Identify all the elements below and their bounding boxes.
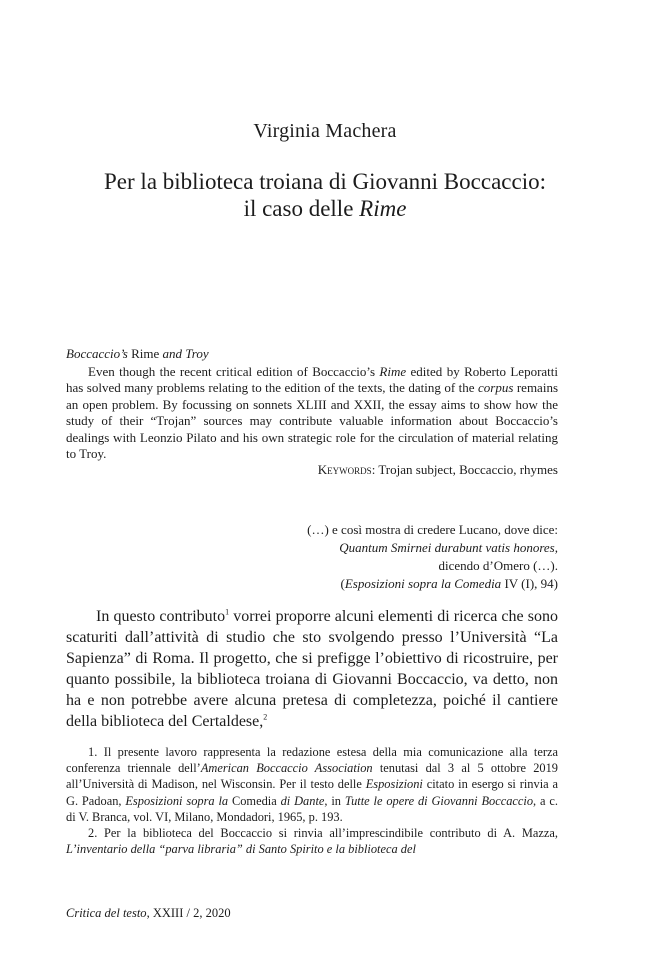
- keywords: Keywords: Trojan subject, Boccaccio, rhymes: [317, 462, 558, 477]
- page-footer: Critica del testo, XXIII / 2, 2020: [66, 906, 231, 920]
- title-line-1: Per la biblioteca troiana di Giovanni Boccaccio:: [104, 169, 546, 194]
- footnote-2: 2. Per la biblioteca del Boccaccio si rinvia all’imprescindibile contributo di A. Mazza, L’inventario della “parva libraria” di Santo Spirito e la biblioteca del: [66, 826, 558, 857]
- abstract-text: Even though the recent critical edition of Boccaccio’s Rime edited by Roberto Leporatti has solved many problems relating to the edition of the texts, the dating of the corpus remains an open problem. By focussing on sonnets XLIII and XXII, the essay aims to show how the study of their “Trojan” sources may contribute valuable information about Boccaccio’s dealings with Leonzio Pilato and his own strategic role for the circulation of material relating to Troy.: [66, 364, 558, 462]
- abstract: [66, 364, 558, 462]
- article-author: Virginia Machera: [253, 120, 397, 142]
- footnotes: [66, 744, 558, 857]
- epigraph: [66, 521, 558, 593]
- body-text: [66, 606, 558, 732]
- epigraph-source: (Esposizioni sopra la Comedia IV (I), 94): [340, 576, 558, 591]
- footnote-ref-1[interactable]: 1: [225, 607, 230, 617]
- abstract-heading: Boccaccio’s Rime and Troy: [66, 346, 209, 361]
- body-paragraph: In questo contributo$^1$ vorrei proporre alcuni elementi di ricerca che sono scaturiti dall’attività di studio che sto svolgendo presso l’Università “La Sapienza” di Roma. Il progetto, che si prefigge l’obiettivo di ricostruire, per quanto possibile, la biblioteca troiana di Giovanni Boccaccio, va detto, non ha e non potrebbe avere alcuna pretesa di completezza, poiché il cantiere della biblioteca del Certaldese,$^2$: [66, 607, 558, 730]
- epigraph-line-2: Quantum Smirnei durabunt vatis honores,: [339, 540, 558, 555]
- epigraph-line-3: dicendo d’Omero (…).: [438, 558, 558, 573]
- footnote-1: 1. Il presente lavoro rappresenta la redazione estesa della mia comunicazione alla terza conferenza triennale dell’American Boccaccio Association tenutasi dal 3 al 5 ottobre 2019 all’Università di Madison, nel Wisconsin. Per il testo delle Esposizioni citato in esergo si rinvia a G. Padoan, Esposizioni sopra la Comedia di Dante, in Tutte le opere di Giovanni Boccaccio, a c. di V. Branca, vol. VI, Milano, Mondadori, 1965, p. 193.: [66, 745, 558, 824]
- epigraph-line-1: (…) e così mostra di credere Lucano, dove dice:: [307, 522, 558, 537]
- title-line-2: il caso delle Rime: [243, 196, 407, 221]
- article-title: [0, 168, 650, 222]
- footnote-ref-2[interactable]: 2: [263, 712, 268, 722]
